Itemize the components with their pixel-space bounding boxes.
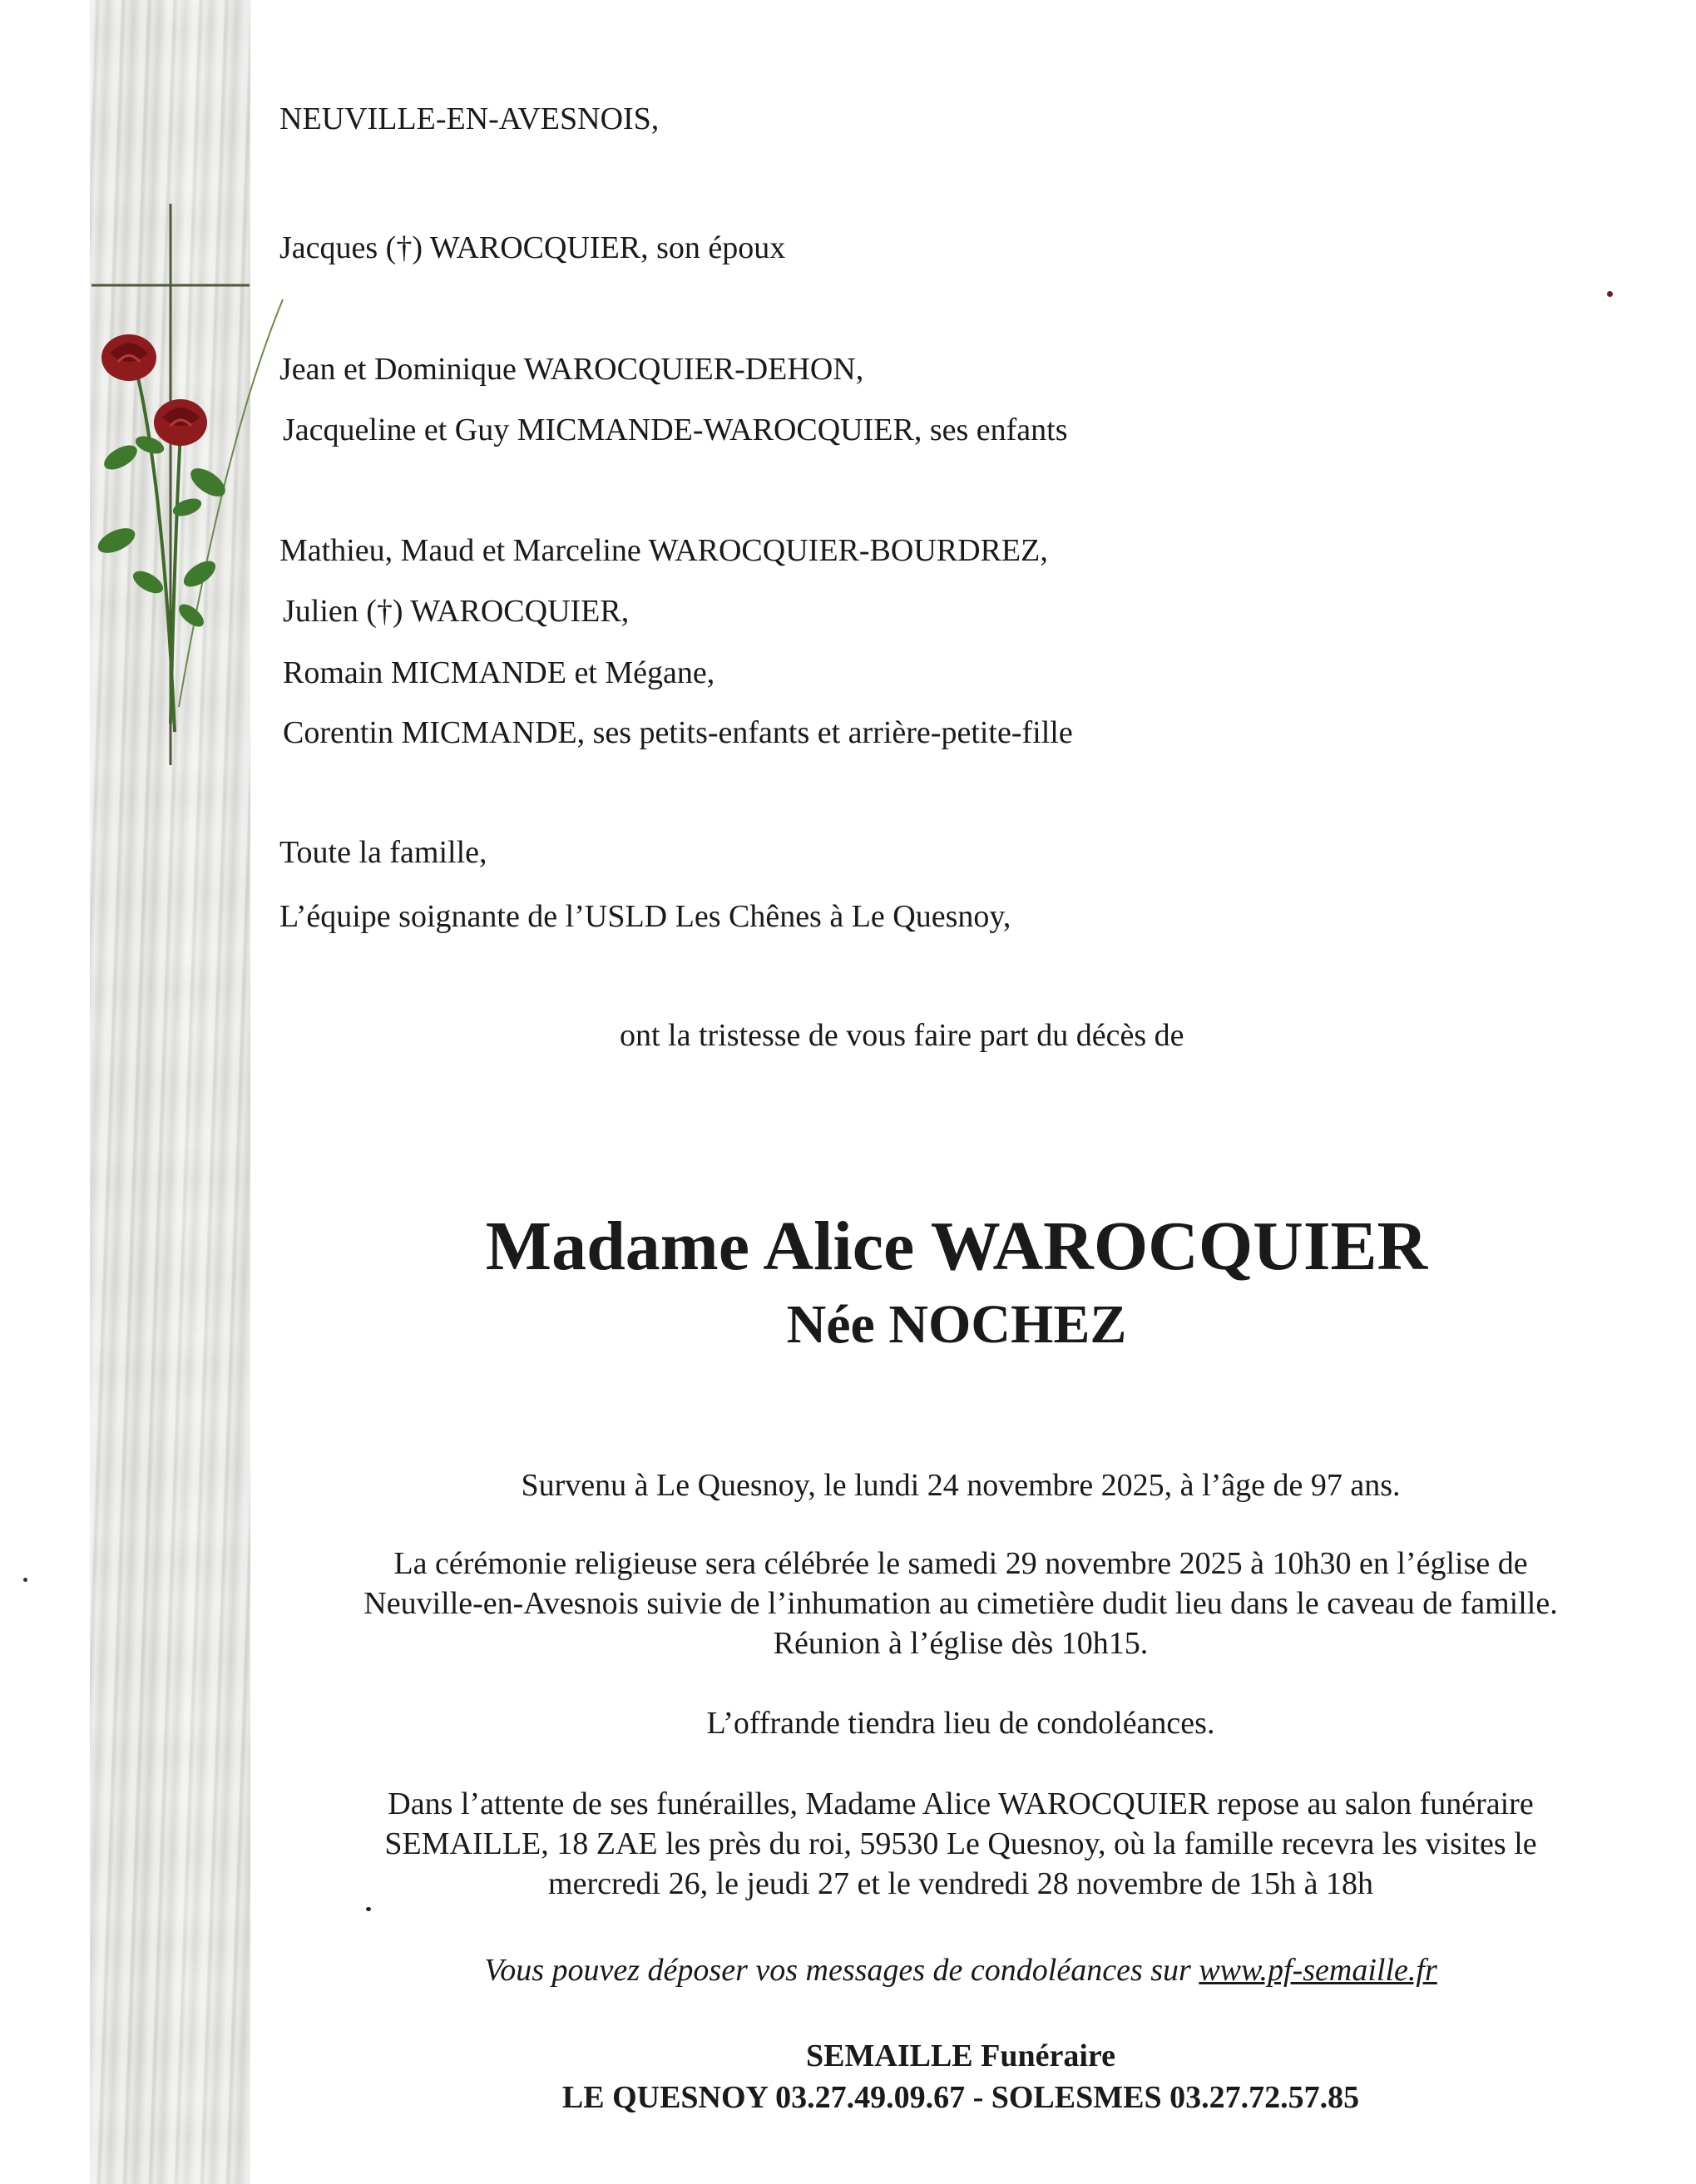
condolences-text: Vous pouvez déposer vos messages de condoléances sur [484,1953,1191,1988]
company-contacts: LE QUESNOY 03.27.49.09.67 - SOLESMES 03.27.72.57.85 [561,2080,1360,2115]
location-heading: NEUVILLE-EN-AVESNOIS, [279,101,660,136]
cross-and-roses-illustration [83,191,299,773]
grandchildren-line: Romain MICMANDE et Mégane, [283,655,715,690]
grandchildren-line: Mathieu, Maud et Marceline WAROCQUIER-BOURDREZ, [279,533,1048,568]
spouse-line: Jacques (†) WAROCQUIER, son époux [279,230,786,265]
grandchildren-line: Corentin MICMANDE, ses petits-enfants et arrière-petite-fille [283,715,1073,750]
ceremony-line: La cérémonie religieuse sera célébrée le samedi 29 novembre 2025 à 10h30 en l’église de [393,1546,1528,1581]
visits-line: SEMAILLE, 18 ZAE les près du roi, 59530 Le Quesnoy, où la famille recevra les visites le [384,1826,1537,1861]
red-rose-icon [101,334,156,381]
condolences-website-link[interactable]: www.pf-semaille.fr [1199,1953,1437,1988]
deceased-name: Madame Alice WAROCQUIER [485,1208,1428,1285]
visits-line: Dans l’attente de ses funérailles, Madame Alice WAROCQUIER repose au salon funéraire [388,1786,1534,1821]
ceremony-line: Réunion à l’église dès 10h15. [773,1626,1149,1661]
care-team-line: L’équipe soignante de l’USLD Les Chênes à Le Quesnoy, [279,899,1011,934]
death-details: Survenu à Le Quesnoy, le lundi 24 novembre 2025, à l’âge de 97 ans. [521,1468,1401,1503]
scan-speck [23,1578,27,1582]
condolences-line [283,1950,1639,1990]
announcement-line: ont la tristesse de vous faire part du décès de [620,1018,1184,1053]
children-line: Jacqueline et Guy MICMANDE-WAROCQUIER, ses enfants [283,413,1068,447]
offering-line: L’offrande tiendra lieu de condoléances. [706,1706,1215,1741]
children-line: Jean et Dominique WAROCQUIER-DEHON, [279,352,864,387]
ceremony-line: Neuville-en-Avesnois suivie de l’inhumation au cimetière dudit lieu dans le caveau de famille. [363,1586,1558,1621]
company-name: SEMAILLE Funéraire [806,2038,1115,2073]
red-rose-icon [154,399,207,446]
visits-line: mercredi 26, le jeudi 27 et le vendredi 28 novembre de 15h à 18h [548,1866,1373,1901]
maiden-name: Née NOCHEZ [786,1294,1127,1355]
family-line: Toute la famille, [279,835,487,870]
scan-speck [366,1907,371,1911]
grandchildren-line: Julien (†) WAROCQUIER, [283,594,630,629]
scan-speck [1607,291,1613,297]
